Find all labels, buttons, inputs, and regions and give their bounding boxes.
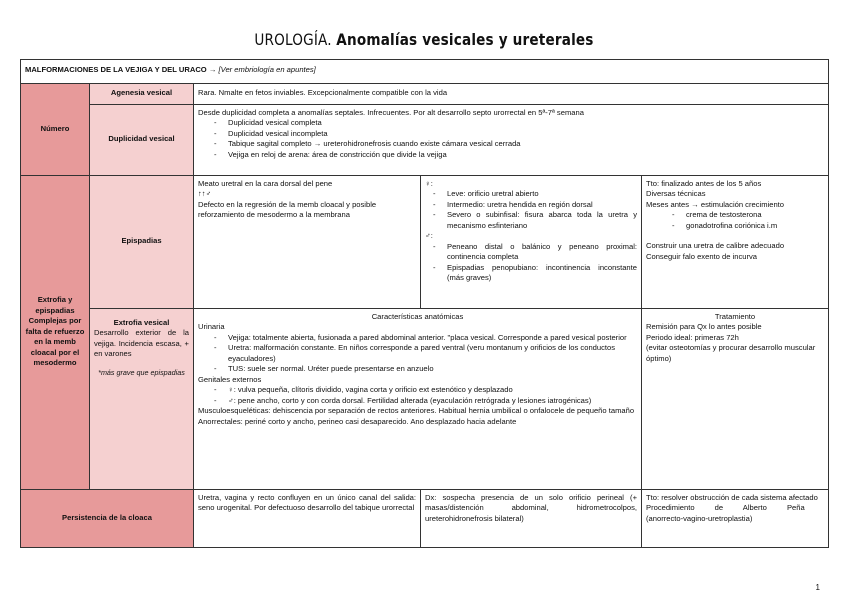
table-row <box>21 83 829 104</box>
epispadias-treatment: Tto: finalizado antes de los 5 años Diversas técnicas Meses antes → estimulación crecimiento - crema de testosterona - gonadotrofina coriónica i.m Construir una uretra de calibre adecuado Conseguir falo exento de incurva <box>642 175 829 308</box>
cloaca-label: Persistencia de la cloaca <box>21 489 194 547</box>
list-item: - Tabique sagital completo → ureterohidronefrosis cuando existe cámara vesical cerrada <box>228 139 824 150</box>
extrofia-vesical-label: Extrofia vesical Desarrollo exterior de la vejiga. Incidencia escasa, + en varones *más grave que epispadias <box>90 308 194 489</box>
agenesia-text: Rara. Nmalte en fetos inviables. Excepcionalmente compatible con la vida <box>194 83 829 104</box>
cloaca-treatment: Tto: resolver obstrucción de cada sistema afectado Procedimiento de Alberto Peña (anorrecto-vagino-uretroplastia) <box>642 489 829 547</box>
list-item: - Epispadias penopubiano: incontinencia inconstante (más graves) <box>447 263 637 284</box>
numero-label: Número <box>21 83 90 175</box>
list-item: - gonadotrofina coriónica i.m <box>686 221 824 232</box>
list-item: - ♀: vulva pequeña, clítoris dividido, vagina corta y orificio ext estenótico y desplazado <box>228 385 637 396</box>
list-item: - Intermedio: uretra hendida en región dorsal <box>447 200 637 211</box>
extrofia-anatomy: Características anatómicas Urinaria - Vejiga: totalmente abierta, fusionada a pared abdominal anterior. "placa vesical. Corresponde a pared vesical posterior - Uretra: malformación constante. En niños corresponde a pared ventral (veru montanum y orificios de los conductos eyaculadores) - TUS: suele ser normal. Uréter puede presentarse en anzuelo Genitales externos - ♀: vulva pequeña, clítoris dividido, vagina corta y orificio ext estenótico y desplazado - ♂: pene ancho, corto y con corda dorsal. Fertilidad alterada (eyaculación retrógrada y lesiones iatrogénicas) Musculoesqueléticas: dehiscencia por separación de rectos anteriores. Habitual hernia umbilical o onfalocele de pequeño tamaño Anorrectales: periné corto y ancho, perineo casi desaparecido. Ano desplazado hacia adelante <box>194 308 642 489</box>
table-header: MALFORMACIONES DE LA VEJIGA Y DEL URACO → [Ver embriología en apuntes] <box>21 60 829 84</box>
cloaca-diagnosis: Dx: sospecha presencia de un solo orificio perineal (+ masas/distención abdominal, hidrometrocolpos, ureterohidronefrosis bilateral) <box>421 489 642 547</box>
treatment-title: Tratamiento <box>714 311 756 321</box>
list-item: - Duplicidad vesical completa <box>228 118 824 129</box>
extrofia-label: Extrofia y epispadias Complejas por falta de refuerzo en la memb cloacal por el mesodermo <box>21 175 90 489</box>
table-row <box>21 308 829 489</box>
duplicidad-list <box>198 118 824 160</box>
cloaca-definition: Uretra, vagina y recto confluyen en un único canal del salida: seno urogenital. Por defectuoso desarrollo del tabique urorrectal <box>194 489 421 547</box>
list-item: - TUS: suele ser normal. Uréter puede presentarse en anzuelo <box>228 364 637 375</box>
list-item: - Leve: orificio uretral abierto <box>447 189 637 200</box>
list-item: - Severo o subinfisal: fisura abarca toda la uretra y mecanismo esfinteriano <box>447 210 637 231</box>
list-item: - Vejiga en reloj de arena: área de constricción que divide la vejiga <box>228 150 824 161</box>
epispadias-label: Epispadias <box>90 175 194 308</box>
duplicidad-intro: Desde duplicidad completa a anomalías septales. Infrecuentes. Por alt desarrollo septo urorrectal en 5ª-7ª semana <box>198 107 584 117</box>
list-item: - Duplicidad vesical incompleta <box>228 129 824 140</box>
extrofia-treatment: Tratamiento Remisión para Qx lo antes posible Periodo ideal: primeras 72h (evitar osteotomías y procurar desarrollo muscular óptimo) <box>642 308 829 489</box>
list-item: - Peneano distal o balánico y peneano proximal: continencia completa <box>447 242 637 263</box>
list-item: - crema de testosterona <box>686 210 824 221</box>
duplicidad-label: Duplicidad vesical <box>90 104 194 175</box>
anatomy-title: Características anatómicas <box>371 311 464 321</box>
epispadias-types: ♀: - Leve: orificio uretral abierto - Intermedio: uretra hendida en región dorsal - Severo o subinfisal: fisura abarca toda la uretra y mecanismo esfinteriano ♂: - Peneano distal o balánico y peneano proximal: continencia completa - Epispadias penopubiano: incontinencia inconstante (más graves) <box>421 175 642 308</box>
list-item: - Uretra: malformación constante. En niños corresponde a pared ventral (veru montanum y orificios de los conductos eyaculadores) <box>228 343 637 364</box>
agenesia-label: Agenesia vesical <box>90 83 194 104</box>
table-row <box>21 175 829 308</box>
table-row <box>21 104 829 175</box>
page-number: 1 <box>815 583 820 592</box>
table-row <box>21 489 829 547</box>
epispadias-definition: Meato uretral en la cara dorsal del pene ↑↑♂ Defecto en la regresión de la memb cloacal y posible reforzamiento de mesodermo a la membrana <box>194 175 421 308</box>
list-item: - ♂: pene ancho, corto y con corda dorsal. Fertilidad alterada (eyaculación retrógrada y lesiones iatrogénicas) <box>228 396 637 407</box>
duplicidad-cell <box>194 104 829 175</box>
list-item: - Vejiga: totalmente abierta, fusionada a pared abdominal anterior. "placa vesical. Corresponde a pared vesical posterior <box>228 333 637 344</box>
malformations-table <box>20 59 829 548</box>
table-header-row <box>21 60 829 84</box>
page-title: UROLOGÍA. Anomalías vesicales y ureterales <box>254 30 594 49</box>
